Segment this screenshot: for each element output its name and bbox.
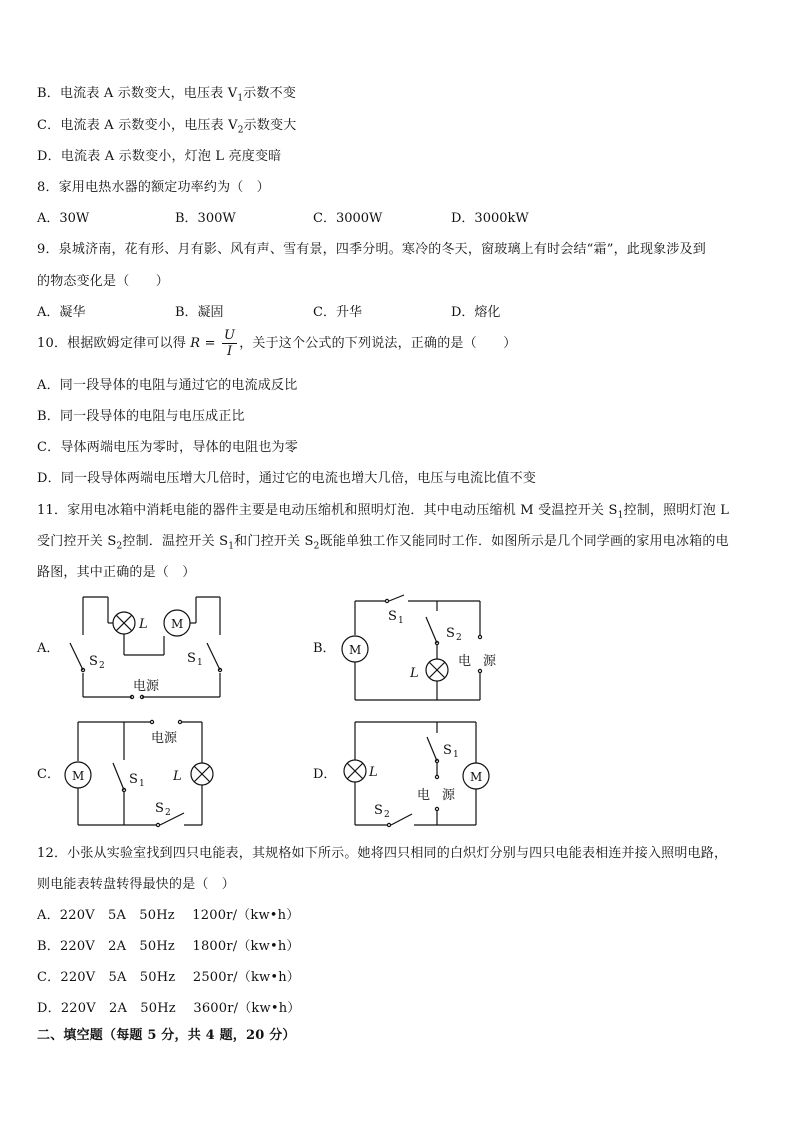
- svg-text:M: M: [349, 643, 362, 657]
- q8-option-a: A．30W: [37, 211, 90, 226]
- svg-text:L: L: [410, 666, 419, 681]
- svg-text:M: M: [470, 770, 483, 784]
- svg-text:1: 1: [398, 616, 404, 626]
- circuit-b-label: B．: [313, 641, 336, 656]
- q11-stem-line3: 路图，其中正确的是（ ）: [37, 565, 196, 580]
- section-heading: 二、填空题（每题 5 分，共 4 题，20 分）: [37, 1028, 296, 1043]
- circuit-c-label: C．: [37, 767, 60, 782]
- svg-text:电源: 电源: [151, 731, 178, 746]
- q7-option-b: B．电流表 A 示数变大，电压表 $V_1$示数不变: [37, 86, 297, 104]
- q9-option-a: A．凝华: [37, 305, 86, 320]
- svg-text:S: S: [443, 743, 452, 758]
- q11-stem-line2: 受门控开关 $S_2$控制．温控开关 $S_1$和门控开关 $S_2$既能单独工作又能同时工作．如图所示是几个同学画的家用电冰箱的电: [37, 534, 729, 552]
- svg-text:M: M: [72, 769, 85, 783]
- q9-stem-line2: 的物态变化是（ ）: [37, 274, 170, 289]
- svg-text:电源: 电源: [133, 679, 160, 694]
- svg-text:M: M: [171, 617, 184, 631]
- q8-option-c: C．3000W: [313, 211, 383, 226]
- svg-text:2: 2: [384, 810, 390, 820]
- q9-option-c: C．升华: [313, 305, 362, 320]
- q10-option-a: A．同一段导体的电阻与通过它的电流成反比: [37, 378, 298, 393]
- q8-option-b: B．300W: [175, 211, 236, 226]
- q11-stem-line1: 11．家用电冰箱中消耗电能的器件主要是电动压缩机和照明灯泡．其中电动压缩机 M 受温控开关 $S_1$控制，照明灯泡 L: [37, 503, 730, 521]
- q8-options: [37, 207, 597, 226]
- svg-text:源: 源: [483, 654, 497, 669]
- svg-text:1: 1: [453, 750, 459, 760]
- q12-stem-line1: 12．小张从实验室找到四只电能表，其规格如下所示。她将四只相同的白炽灯分别与四只电能表相连并接入照明电路，: [37, 846, 728, 861]
- svg-text:S: S: [187, 651, 196, 666]
- svg-text:S: S: [89, 654, 98, 669]
- q10-option-c: C．导体两端电压为零时，导体的电阻也为零: [37, 440, 298, 455]
- svg-text:1: 1: [139, 779, 145, 789]
- svg-text:L: L: [173, 769, 182, 784]
- q9-options: [37, 301, 597, 320]
- q10-option-d: D．同一段导体两端电压增大几倍时，通过它的电流也增大几倍，电压与电流比值不变: [37, 471, 537, 486]
- q10-stem: 10．根据欧姆定律可以得 R = $\frac{U}{I}$ ，关于这个公式的下列说法，正确的是（ ）: [37, 328, 517, 359]
- q12-option-b: B．220V 2A 50Hz 1800r/（kw•h）: [37, 939, 300, 954]
- q12-option-c: C．220V 5A 50Hz 2500r/（kw•h）: [37, 970, 300, 985]
- circuit-b: [342, 595, 482, 700]
- svg-text:源: 源: [442, 788, 456, 803]
- ohm-formula-fraction: $\frac{U}{I}$: [224, 328, 236, 359]
- svg-text:2: 2: [165, 808, 171, 818]
- svg-text:1: 1: [197, 658, 203, 668]
- circuit-d-label: D．: [313, 767, 337, 782]
- q10-option-b: B．同一段导体的电阻与电压成正比: [37, 409, 245, 424]
- svg-text:S: S: [388, 609, 397, 624]
- q9-option-d: D．熔化: [451, 305, 501, 320]
- formula-lhs: R =: [190, 336, 216, 351]
- circuit-a-label: A．: [37, 641, 60, 656]
- svg-text:电: 电: [417, 788, 431, 803]
- q8-option-d: D．3000kW: [451, 211, 529, 226]
- circuit-c: [65, 720, 213, 826]
- q9-stem-line1: 9．泉城济南，花有形、月有影、风有声、雪有景，四季分明。寒冷的冬天，窗玻璃上有时会结“霜”，此现象涉及到: [37, 242, 706, 257]
- q11-circuit-diagrams: [0, 585, 794, 835]
- q12-option-d: D．220V 2A 50Hz 3600r/（kw•h）: [37, 1001, 301, 1016]
- q8-stem: 8．家用电热水器的额定功率约为（ ）: [37, 180, 270, 195]
- q7-option-c: C．电流表 A 示数变小，电压表 $V_2$示数变大: [37, 118, 297, 136]
- q7-option-d: D．电流表 A 示数变小，灯泡 L 亮度变暗: [37, 149, 282, 164]
- svg-text:2: 2: [456, 633, 462, 643]
- q9-option-b: B．凝固: [175, 305, 224, 320]
- svg-text:S: S: [446, 626, 455, 641]
- svg-text:电: 电: [458, 654, 472, 669]
- svg-text:2: 2: [99, 661, 105, 671]
- svg-text:S: S: [129, 772, 138, 787]
- svg-text:L: L: [369, 765, 378, 780]
- q12-option-a: A．220V 5A 50Hz 1200r/（kw•h）: [37, 908, 300, 923]
- circuit-d: [344, 722, 489, 827]
- svg-text:S: S: [155, 801, 164, 816]
- q12-stem-line2: 则电能表转盘转得最快的是（ ）: [37, 877, 236, 892]
- svg-text:L: L: [139, 617, 148, 632]
- svg-text:S: S: [374, 803, 383, 818]
